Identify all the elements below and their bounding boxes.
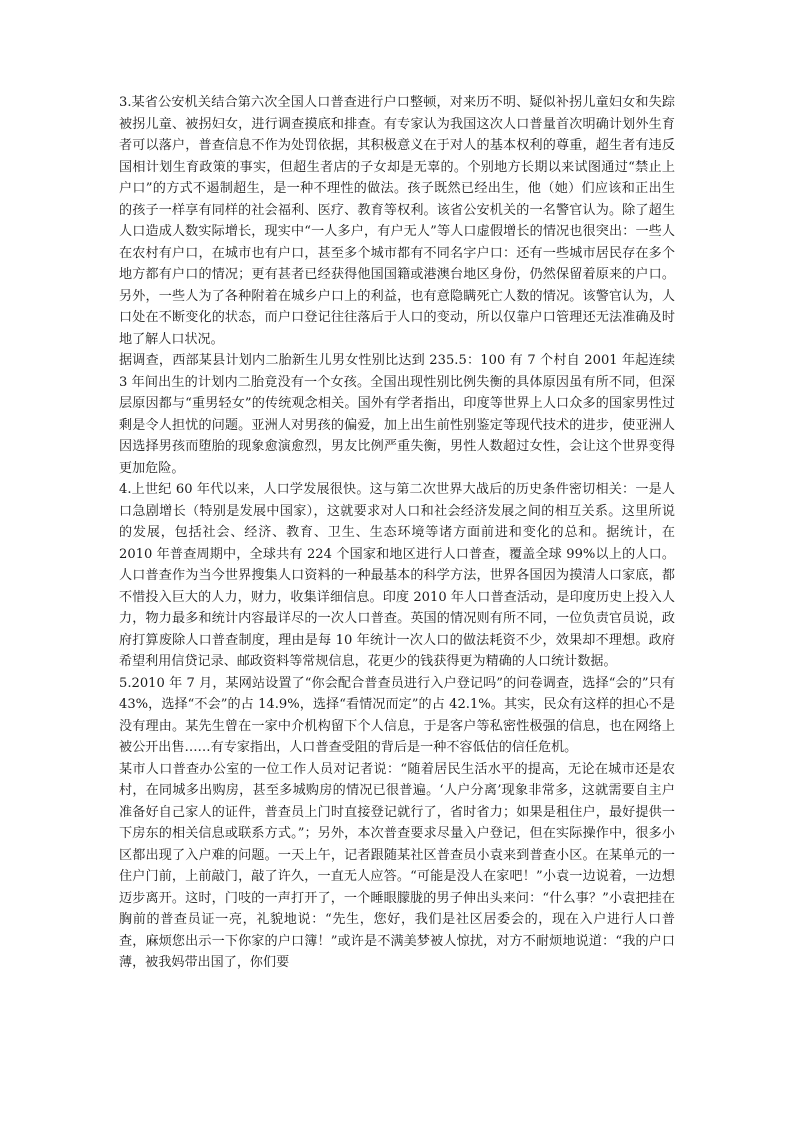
document-body [119,92,675,974]
paragraph-survey: 据调查，西部某县计划内二胎新生儿男女性别比达到 235.5：100 有 7 个村自 2001 年起连续 3 年间出生的计划内二胎竟没有一个女孩。全国出现性别比例失衡的具体原因虽有所不同，但深层原因都与“重男轻女”的传统观念相关。国外有学者指出，印度等世界上人口众多的国家男性过剩是令人担忧的问题。亚洲人对男孩的偏爱，加上出生前性别鉴定等现代技术的进步，使亚洲人因选择男孩而堕胎的现象愈演愈烈，男友比例严重失衡，男性人数超过女性，会让这个世界变得更加危险。 [119,353,675,476]
paragraph-3: 3.某省公安机关结合第六次全国人口普查进行户口整顿，对来历不明、疑似补拐儿童妇女和失踪被拐儿童、被拐妇女，进行调查摸底和排查。有专家认为我国这次人口普量首次明确计划外生育者可以落户，普查信息不作为处罚依据，其积极意义在于对人的基本权利的尊重，超生者有违反国相计划生育政策的事实，但超生者店的子女却是无辜的。个别地方长期以来试图通过“禁止上户口”的方式不遏制超生，是一种不理性的做法。孩子既然已经出生，他（她）们应该和正出生的孩子一样享有同样的社会福利、医疗、教育等权利。该省公安机关的一名警官认为。除了超生人口造成人数实际增长，现实中“一人多户，有户无人”等人口虚假增长的情况也很突出：一些人在农村有户口，在城市也有户口，甚至多个城市都有不同名字户口：还有一些城市居民存在多个地方都有户口的情况；更有甚者已经获得他国国籍或港澳台地区身份，仍然保留着原来的户口。另外，一些人为了各种附着在城乡户口上的利益，也有意隐瞒死亡人数的情况。该警官认为，人口处在不断变化的状态，而户口登记往往落后于人口的变动，所以仅靠户口管理还无法准确及时地了解人口状况。 [119,95,675,347]
paragraph-5: 5.2010 年 7 月，某网站设置了“你会配合普查员进行入户登记吗”的问卷调查，选择“会的”只有 43%，选择“不会”的占 14.9%，选择“看情况而定”的占 42.1%。其实，民众有这样的担心不是没有理由。某先生曾在一家中介机构留下个人信息，于是客户等私密性极强的信息，也在网络上被公开出售……有专家指出，人口普查受阻的背后是一种不容低估的信任危机。 [119,675,675,755]
paragraph-interview: 某市人口普查办公室的一位工作人员对记者说：“随着居民生活水平的提高，无论在城市还是农村，在同城多出购房，甚至多城购房的情况已很普遍。‘人户分离’现象非常多，这就需要自主户准备好自己家人的证件，普查员上门时直接登记就行了，省时省力；如果是租住户，最好提供一下房东的相关信息或联系方式。”；另外，本次普查要求尽量入户登记，但在实际操作中，很多小区都出现了入户难的问题。一天上午，记者跟随某社区普查员小袁来到普查小区。在某单元的一住户门前，上前敲门，敲了许久，一直无人应答。“可能是没人在家吧！”小袁一边说着，一边想迈步离开。这时，门吱的一声打开了，一个睡眼朦胧的男子伸出头来问：“什么事？”小袁把挂在胸前的普查员证一亮，礼貌地说：“先生，您好，我们是社区居委会的，现在入户进行人口普查，麻烦您出示一下你家的户口簿！”或许是不满美梦被人惊扰，对方不耐烦地说道：“我的户口薄，被我妈带出国了，你们要 [119,761,675,970]
paragraph-4: 4.上世纪 60 年代以来，人口学发展很快。这与第二次世界大战后的历史条件密切相关：一是人口急剧增长（特别是发展中国家），这就要求对人口和社会经济发展之间的相互关系。这里所说的发展，包括社会、经济、教育、卫生、生态环境等诸方面前进和变化的总和。据统计，在 2010 年普查周期中，全球共有 224 个国家和地区进行人口普查，覆盖全球 99%以上的人口。人口普查作为当今世界搜集人口资料的一种最基本的科学方法，世界各国因为摸清人口家底，都不惜投入巨大的人力，财力，收集详细信息。印度 2010 年人口普查活动，是印度历史上投入人力，物力最多和统计内容最详尽的一次人口普查。英国的情况则有所不同，一位负责官员说，政府打算废除人口普查制度，理由是每 10 年统计一次人口的做法耗资不少，效果却不理想。政府希望利用信贷记录、邮政资料等常规信息，花更少的钱获得更为精确的人口统计数据。 [119,482,675,669]
